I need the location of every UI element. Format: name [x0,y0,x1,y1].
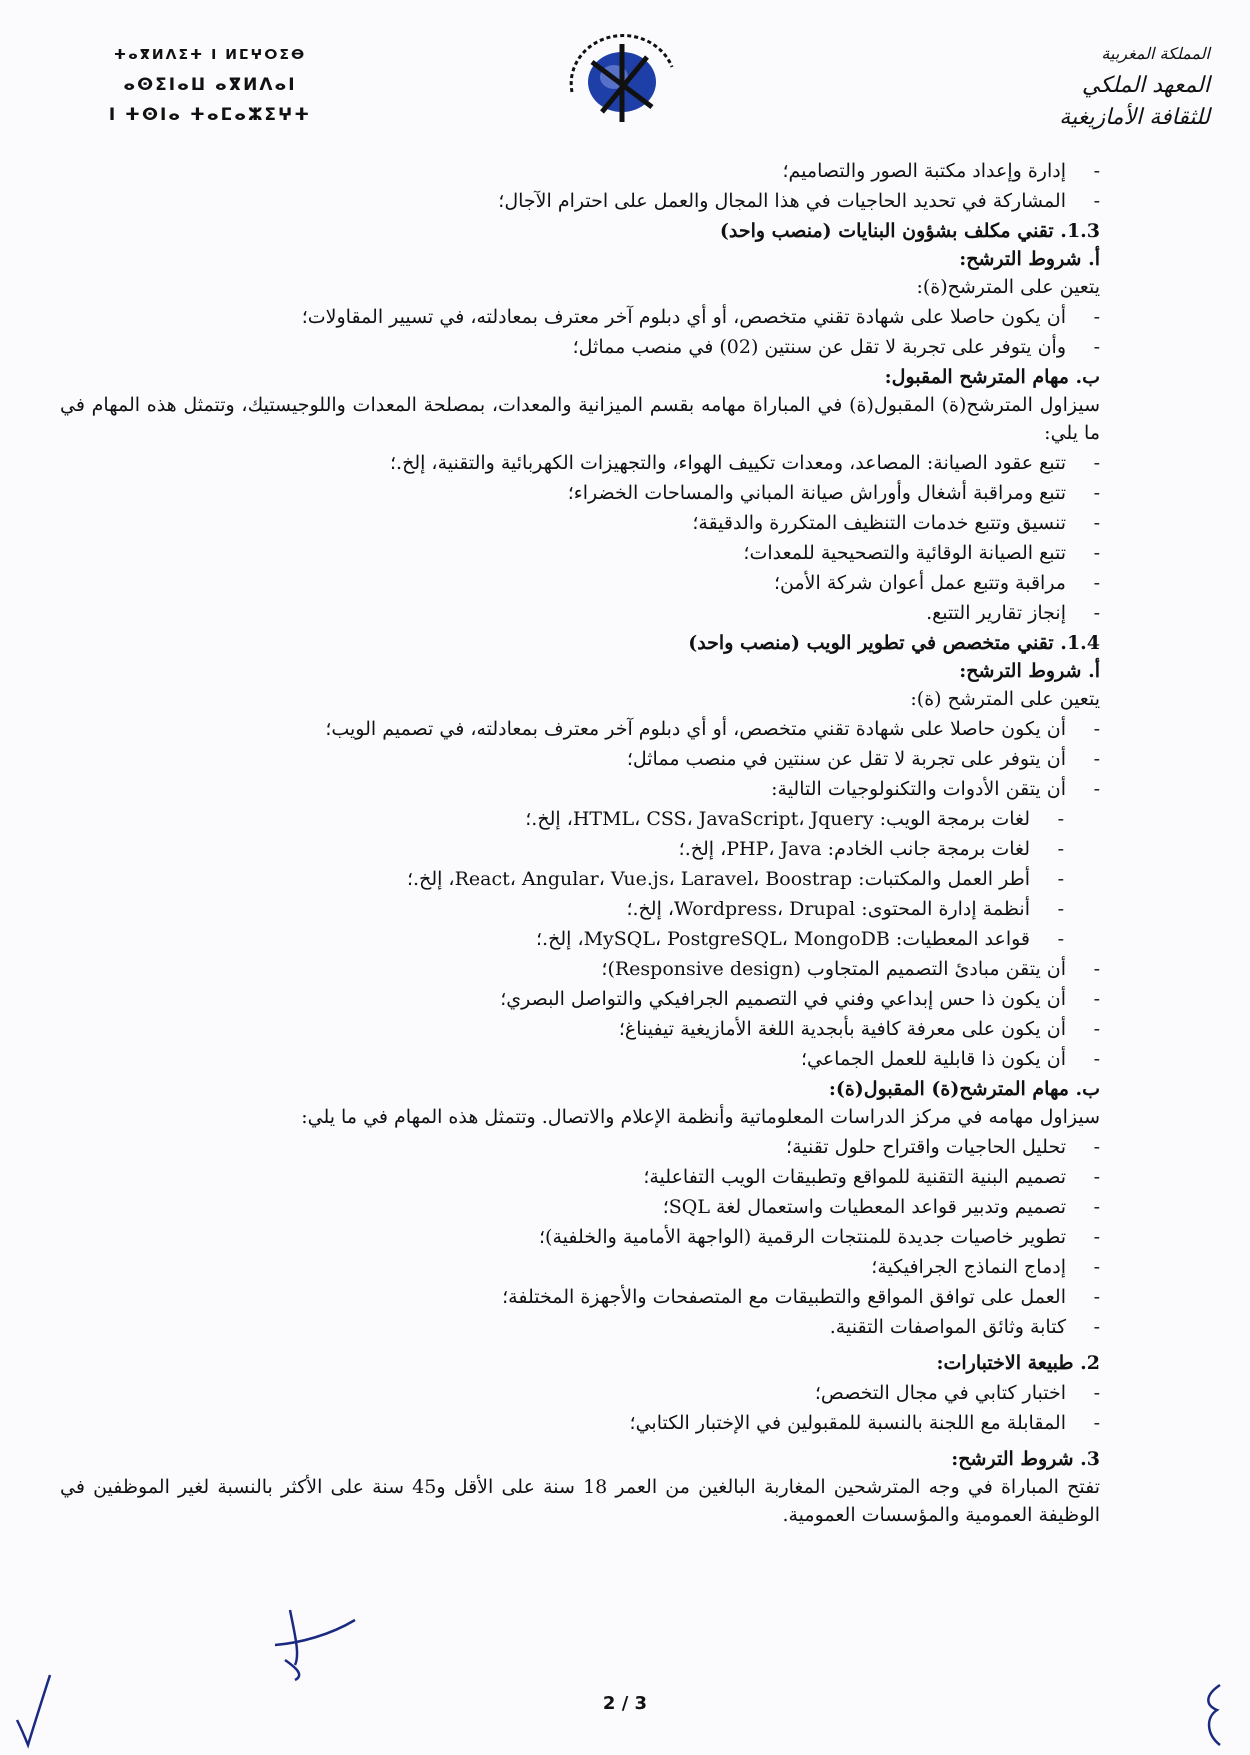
s14-conditions-title: أ. شروط الترشح: [959,660,1100,682]
list-item: - إنجاز تقارير التتبع. [60,599,1100,627]
s2-list [60,1379,1100,1437]
intro-list [60,157,1100,215]
list-item: - اختبار كتابي في مجال التخصص؛ [60,1379,1100,1407]
list-item: - تطوير خاصيات جديدة للمنتجات الرقمية (الواجهة الأمامية والخلفية)؛ [60,1223,1100,1251]
s14-conditions-list-a [60,715,1100,803]
signature [270,1605,360,1685]
s14-tasks-intro: سيزاول مهامه في مركز الدراسات المعلوماتية وأنظمة الإعلام والاتصال. وتتمثل هذه المهام في ما يلي: [301,1106,1100,1128]
document-body [60,155,1100,1529]
list-item: - مراقبة وتتبع عمل أعوان شركة الأمن؛ [60,569,1100,597]
section-1-3-title: 1.3. تقني مكلف بشؤون البنايات (منصب واحد) [719,220,1100,242]
list-item: - أن يكون ذا حس إبداعي وفني في التصميم الجرافيكي والتواصل البصري؛ [60,985,1100,1013]
s13-conditions-list [60,303,1100,361]
section-3-title: 3. شروط الترشح: [951,1448,1100,1470]
list-item: - تتبع الصيانة الوقائية والتصحيحية للمعدات؛ [60,539,1100,567]
list-item: - تتبع ومراقبة أشغال وأوراش صيانة المباني والمساحات الخضراء؛ [60,479,1100,507]
list-item: - لغات برمجة الويب: HTML، CSS، JavaScript، Jquery، إلخ.؛ [60,805,1100,833]
header-institute: المعهد الملكي [1081,73,1210,98]
s13-conditions-title: أ. شروط الترشح: [959,248,1100,270]
list-item: - قواعد المعطيات: MySQL، PostgreSQL، MongoDB، إلخ.؛ [60,925,1100,953]
list-item: - تصميم البنية التقنية للمواقع وتطبيقات الويب التفاعلية؛ [60,1163,1100,1191]
header-tf-line1: ⵜⴰⴳⵍⴷⵉⵜ ⵏ ⵍⵎⵖⵔⵉⴱ [113,47,307,63]
list-item: - أن يكون حاصلا على شهادة تقني متخصص، أو أي دبلوم آخر معترف بمعادلته، في تصميم الويب؛ [60,715,1100,743]
header-tf-line2: ⴰⵙⵉⵏⴰⵡ ⴰⴳⵍⴷⴰⵏ [123,75,297,95]
s13-tasks-title: ب. مهام المترشح المقبول: [884,366,1100,388]
list-item: - تصميم وتدبير قواعد المعطيات واستعمال لغة SQL؛ [60,1193,1100,1221]
header-tifinagh [80,40,340,130]
list-item: - أن يكون حاصلا على شهادة تقني متخصص، أو أي دبلوم آخر معترف بمعادلته، في تسيير المقاولات؛ [60,303,1100,331]
list-item: - إدارة وإعداد مكتبة الصور والتصاميم؛ [60,157,1100,185]
s14-conditions-intro: يتعين على المترشح (ة): [910,688,1100,710]
list-item: - تحليل الحاجيات واقتراح حلول تقنية؛ [60,1133,1100,1161]
section-1-4-title: 1.4. تقني متخصص في تطوير الويب (منصب واحد) [688,632,1100,654]
s13-tasks-intro: سيزاول المترشح(ة) المقبول(ة) في المباراة مهامه بقسم الميزانية والمعدات، بمصلحة المعدات واللوجيستيك، وتتمثل هذه المهام في ما يلي: [60,394,1100,444]
header-culture: للثقافة الأمازيغية [1059,105,1210,130]
header-kingdom: المملكة المغربية [1101,44,1210,63]
s14-tasks-title: ب. مهام المترشح(ة) المقبول(ة): [828,1078,1100,1100]
institute-logo [552,22,692,132]
list-item: - أن يكون على معرفة كافية بأبجدية اللغة الأمازيغية تيفيناغ؛ [60,1015,1100,1043]
list-item: - أطر العمل والمكتبات: React، Angular، Vue.js، Laravel، Boostrap، إلخ.؛ [60,865,1100,893]
s3-text: تفتح المباراة في وجه المترشحين المغاربة البالغين من العمر 18 سنة على الأقل و45 سنة على الأكثر بالنسبة لغير الموظفين في الوظيفة العمومية والمؤسسات العمومية. [60,1476,1101,1526]
list-item: - إدماج النماذج الجرافيكية؛ [60,1253,1100,1281]
list-item: - لغات برمجة جانب الخادم: PHP، Java، إلخ.؛ [60,835,1100,863]
initials-mark-right [1195,1680,1235,1750]
list-item: - أن يتوفر على تجربة لا تقل عن سنتين في منصب مماثل؛ [60,745,1100,773]
list-item: - العمل على توافق المواقع والتطبيقات مع المتصفحات والأجهزة المختلفة؛ [60,1283,1100,1311]
list-item: - أن يتقن الأدوات والتكنولوجيات التالية: [60,775,1100,803]
list-item: - تنسيق وتتبع خدمات التنظيف المتكررة والدقيقة؛ [60,509,1100,537]
list-item: - أنظمة إدارة المحتوى: Wordpress، Drupal، إلخ.؛ [60,895,1100,923]
list-item: - كتابة وثائق المواصفات التقنية. [60,1313,1100,1341]
list-item: - أن يتقن مبادئ التصميم المتجاوب (Responsive design)؛ [60,955,1100,983]
s14-conditions-list-b [60,955,1100,1073]
header-tf-line3: ⵏ ⵜⵙⵏⴰ ⵜⴰⵎⴰⵣⵉⵖⵜ [108,105,312,125]
page-number: 2 / 3 [602,1693,648,1714]
list-item: - أن يكون ذا قابلية للعمل الجماعي؛ [60,1045,1100,1073]
s13-tasks-list [60,449,1100,627]
list-item: - وأن يتوفر على تجربة لا تقل عن سنتين (02) في منصب مماثل؛ [60,333,1100,361]
list-item: - تتبع عقود الصيانة: المصاعد، ومعدات تكييف الهواء، والتجهيزات الكهربائية والتقنية، إلخ.؛ [60,449,1100,477]
list-item: - المشاركة في تحديد الحاجيات في هذا المجال والعمل على احترام الآجال؛ [60,187,1100,215]
header-arabic [950,38,1210,134]
s14-tasks-list [60,1133,1100,1341]
s14-tech-list [60,805,1100,953]
section-2-title: 2. طبيعة الاختبارات: [936,1352,1100,1374]
list-item: - المقابلة مع اللجنة بالنسبة للمقبولين في الإختبار الكتابي؛ [60,1409,1100,1437]
s13-conditions-intro: يتعين على المترشح(ة): [916,276,1100,298]
